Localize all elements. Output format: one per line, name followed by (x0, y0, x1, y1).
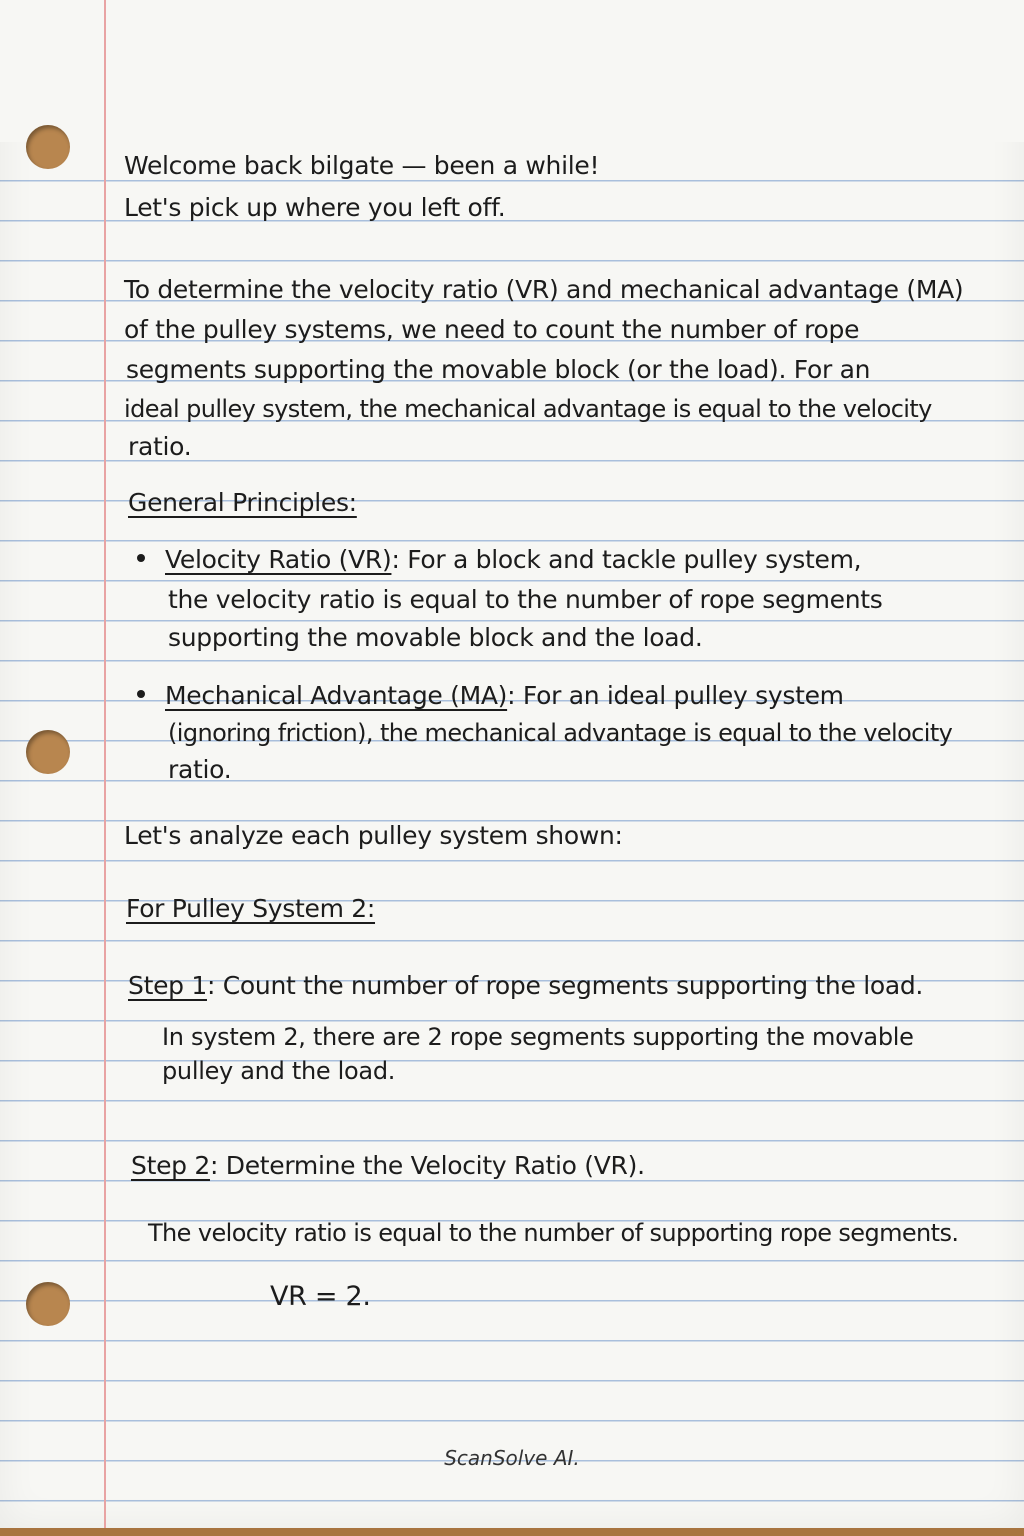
bullet-dot-ma (137, 690, 145, 698)
step-2-title-text: : Determine the Velocity Ratio (VR). (209, 1151, 645, 1180)
intro-line-3: segments supporting the movable block (or the load). For an (126, 355, 871, 384)
principle-vr-line-1 (165, 540, 861, 580)
page-top-margin (0, 0, 1024, 142)
step-1-line-1: In system 2, there are 2 rope segments supporting the movable (162, 1023, 914, 1051)
greeting-line-2: Let's pick up where you left off. (124, 193, 506, 222)
footer-brand: ScanSolve AI. (444, 1446, 580, 1470)
principle-vr-line-3: supporting the movable block and the load. (168, 623, 703, 652)
intro-line-5: ratio. (128, 432, 192, 461)
system-heading: For Pulley System 2: (126, 894, 376, 923)
step-1-title-text: : Count the number of rope segments supporting the load. (206, 971, 924, 1000)
binder-hole-bottom (26, 1282, 70, 1326)
analyze-line: Let's analyze each pulley system shown: (124, 821, 623, 850)
principle-vr-line-2: the velocity ratio is equal to the number of rope segments (168, 585, 883, 614)
step-1-title (128, 966, 923, 1006)
principle-vr-first-rest: : For a block and tackle pulley system, (391, 545, 862, 574)
step-1-label: Step 1 (128, 971, 207, 1000)
principle-ma-line-3: ratio. (168, 755, 232, 784)
principle-ma-term: Mechanical Advantage (MA) (165, 681, 508, 710)
step-2-title (131, 1146, 645, 1186)
step-1-line-2: pulley and the load. (162, 1057, 396, 1085)
step-2-equation: VR = 2. (270, 1281, 371, 1312)
principle-ma-line-2: (ignoring friction), the mechanical advantage is equal to the velocity (168, 719, 953, 747)
desk-surface (0, 1528, 1024, 1536)
binder-hole-top (26, 125, 70, 169)
principles-heading: General Principles: (128, 488, 357, 517)
principle-vr-term: Velocity Ratio (VR) (165, 545, 392, 574)
intro-line-2: of the pulley systems, we need to count the number of rope (124, 315, 860, 344)
intro-line-1: To determine the velocity ratio (VR) and mechanical advantage (MA) (124, 275, 964, 304)
bullet-dot-vr (137, 554, 145, 562)
binder-hole-middle (26, 730, 70, 774)
step-2-line-1: The velocity ratio is equal to the number of supporting rope segments. (148, 1219, 959, 1247)
step-2-label: Step 2 (131, 1151, 210, 1180)
greeting-line-1: Welcome back bilgate — been a while! (124, 151, 600, 180)
principle-ma-line-1 (165, 676, 844, 716)
principle-ma-first-rest: : For an ideal pulley system (507, 681, 844, 710)
intro-line-4: ideal pulley system, the mechanical advantage is equal to the velocity (124, 395, 932, 423)
margin-line (104, 0, 106, 1528)
